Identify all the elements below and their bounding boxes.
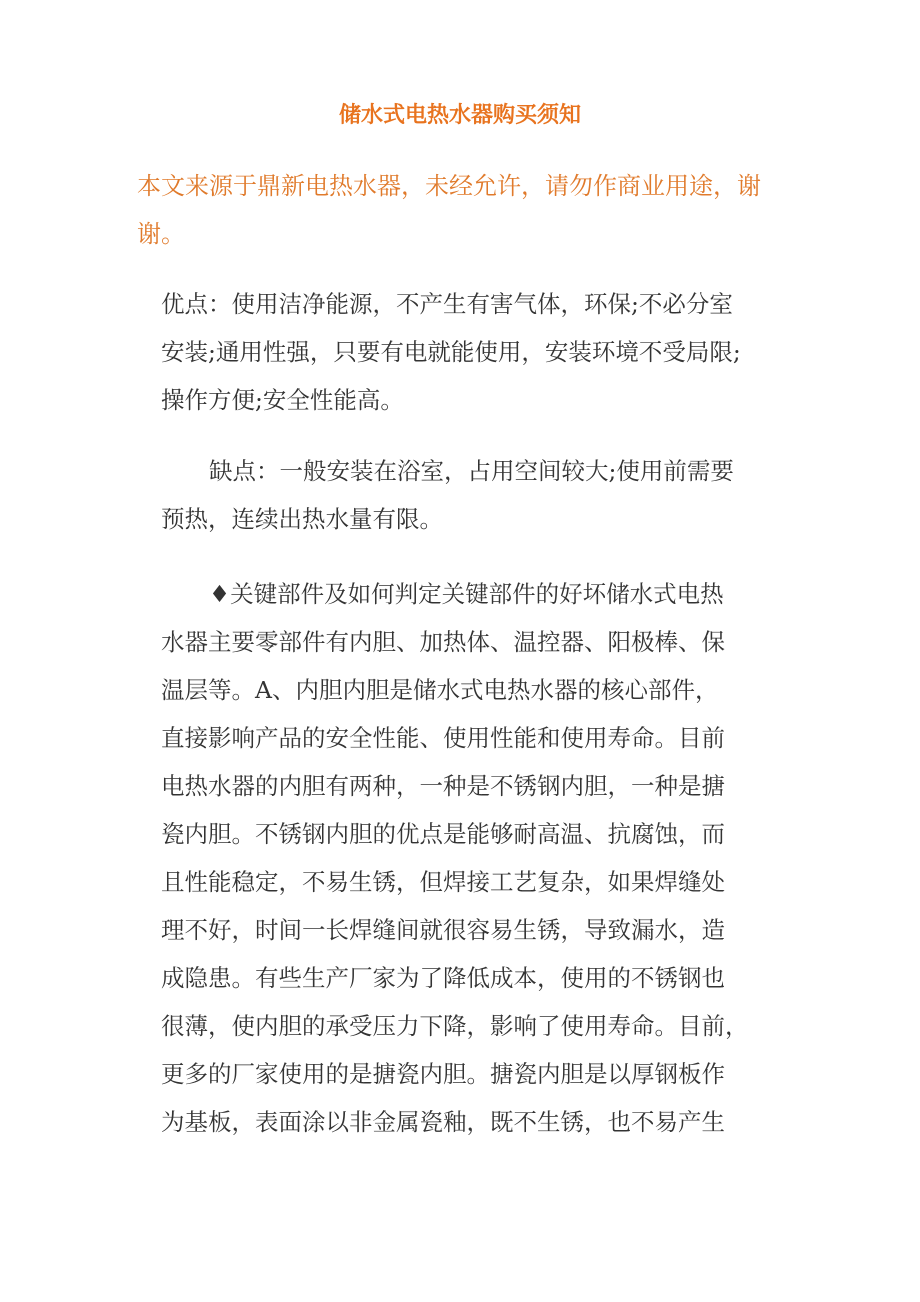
advantages-line: 安装;通用性强，只要有电就能使用，安装环境不受局限; [161, 338, 741, 366]
key-parts-line: 电热水器的内胆有两种，一种是不锈钢内胆，一种是搪 [161, 772, 725, 800]
document-title: 储水式电热水器购买须知 [338, 103, 581, 128]
key-parts-line: ♦关键部件及如何判定关键部件的好坏储水式电热 [209, 580, 724, 608]
key-parts-line: 水器主要零部件有内胆、加热体、温控器、阳极棒、保 [161, 628, 725, 656]
key-parts-line: 且性能稳定，不易生锈，但焊接工艺复杂，如果焊缝处 [161, 868, 725, 896]
notice-line: 谢。 [137, 220, 185, 248]
key-parts-line: 成隐患。有些生产厂家为了降低成本，使用的不锈钢也 [161, 964, 725, 992]
key-parts-line: 更多的厂家使用的是搪瓷内胆。搪瓷内胆是以厚钢板作 [161, 1060, 725, 1088]
key-parts-line: 瓷内胆。不锈钢内胆的优点是能够耐高温、抗腐蚀，而 [161, 820, 725, 848]
disadvantages-line: 缺点：一般安装在浴室，占用空间较大;使用前需要 [209, 457, 734, 485]
advantages-line: 优点：使用洁净能源，不产生有害气体，环保;不必分室 [161, 290, 733, 318]
disadvantages-line: 预热，连续出热水量有限。 [161, 505, 443, 533]
key-parts-line: 直接影响产品的安全性能、使用性能和使用寿命。目前 [161, 724, 725, 752]
key-parts-line: 为基板，表面涂以非金属瓷釉，既不生锈，也不易产生 [161, 1108, 725, 1136]
key-parts-line: 温层等。A、内胆内胆是储水式电热水器的核心部件， [161, 676, 719, 704]
key-parts-line: 理不好，时间一长焊缝间就很容易生锈，导致漏水，造 [161, 916, 725, 944]
advantages-line: 操作方便;安全性能高。 [161, 386, 404, 414]
key-parts-line: 很薄，使内胆的承受压力下降，影响了使用寿命。目前， [161, 1012, 749, 1040]
notice-line: 本文来源于鼎新电热水器，未经允许，请勿作商业用途，谢 [137, 172, 761, 200]
